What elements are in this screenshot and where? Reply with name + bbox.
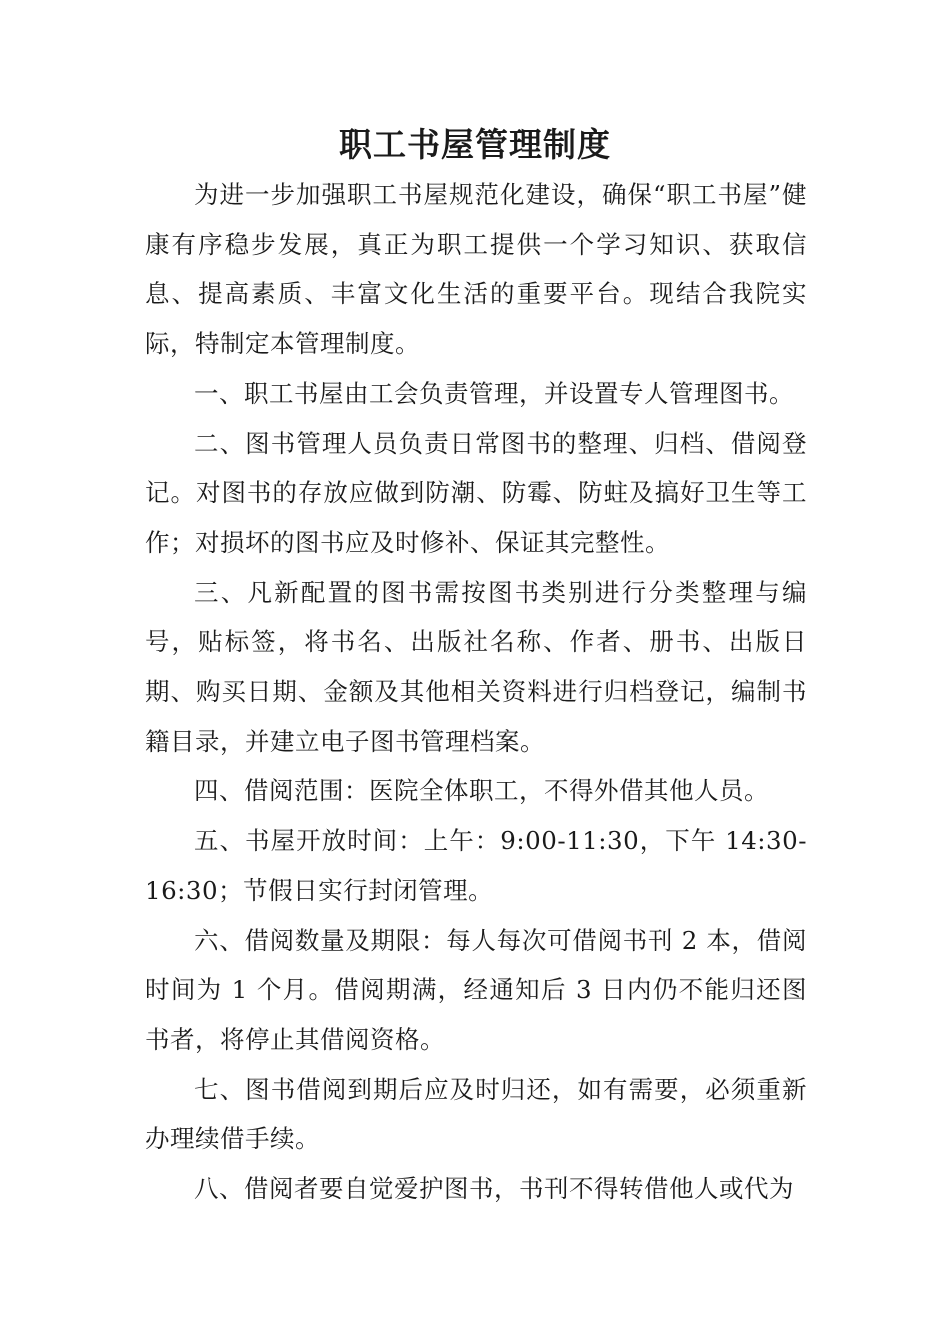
- document-title: 职工书屋管理制度: [339, 125, 611, 164]
- paragraph-intro: 为进一步加强职工书屋规范化建设，确保“职工书屋”健康有序稳步发展，真正为职工提供一个学习知识、获取信息、提高素质、丰富文化生活的重要平台。现结合我院实际，特制定本管理制度。: [145, 180, 807, 359]
- paragraph-rule-2: 二、图书管理人员负责日常图书的整理、归档、借阅登记。对图书的存放应做到防潮、防霉、防蛀及搞好卫生等工作；对损坏的图书应及时修补、保证其完整性。: [145, 428, 807, 557]
- paragraph-rule-3: 三、凡新配置的图书需按图书类别进行分类整理与编号，贴标签，将书名、出版社名称、作者、册书、出版日期、购买日期、金额及其他相关资料进行归档登记，编制书籍目录，并建立电子图书管理档案。: [145, 577, 807, 756]
- paragraph-rule-4: 四、借阅范围：医院全体职工，不得外借其他人员。: [194, 776, 769, 806]
- paragraph-rule-1: 一、职工书屋由工会负责管理，并设置专人管理图书。: [194, 378, 794, 408]
- paragraph-rule-5: 五、书屋开放时间：上午：9:00-11:30，下午 14:30-16:30；节假日实行封闭管理。: [145, 826, 807, 905]
- paragraph-rule-7: 七、图书借阅到期后应及时归还，如有需要，必须重新办理续借手续。: [145, 1074, 807, 1154]
- document-body: [145, 170, 807, 1214]
- paragraph-rule-8: 八、借阅者要自觉爱护图书，书刊不得转借他人或代为: [194, 1174, 794, 1204]
- paragraph-rule-6: 六、借阅数量及期限：每人每次可借阅书刊 2 本，借阅时间为 1 个月。借阅期满，经通知后 3 日内仍不能归还图书者，将停止其借阅资格。: [145, 925, 807, 1054]
